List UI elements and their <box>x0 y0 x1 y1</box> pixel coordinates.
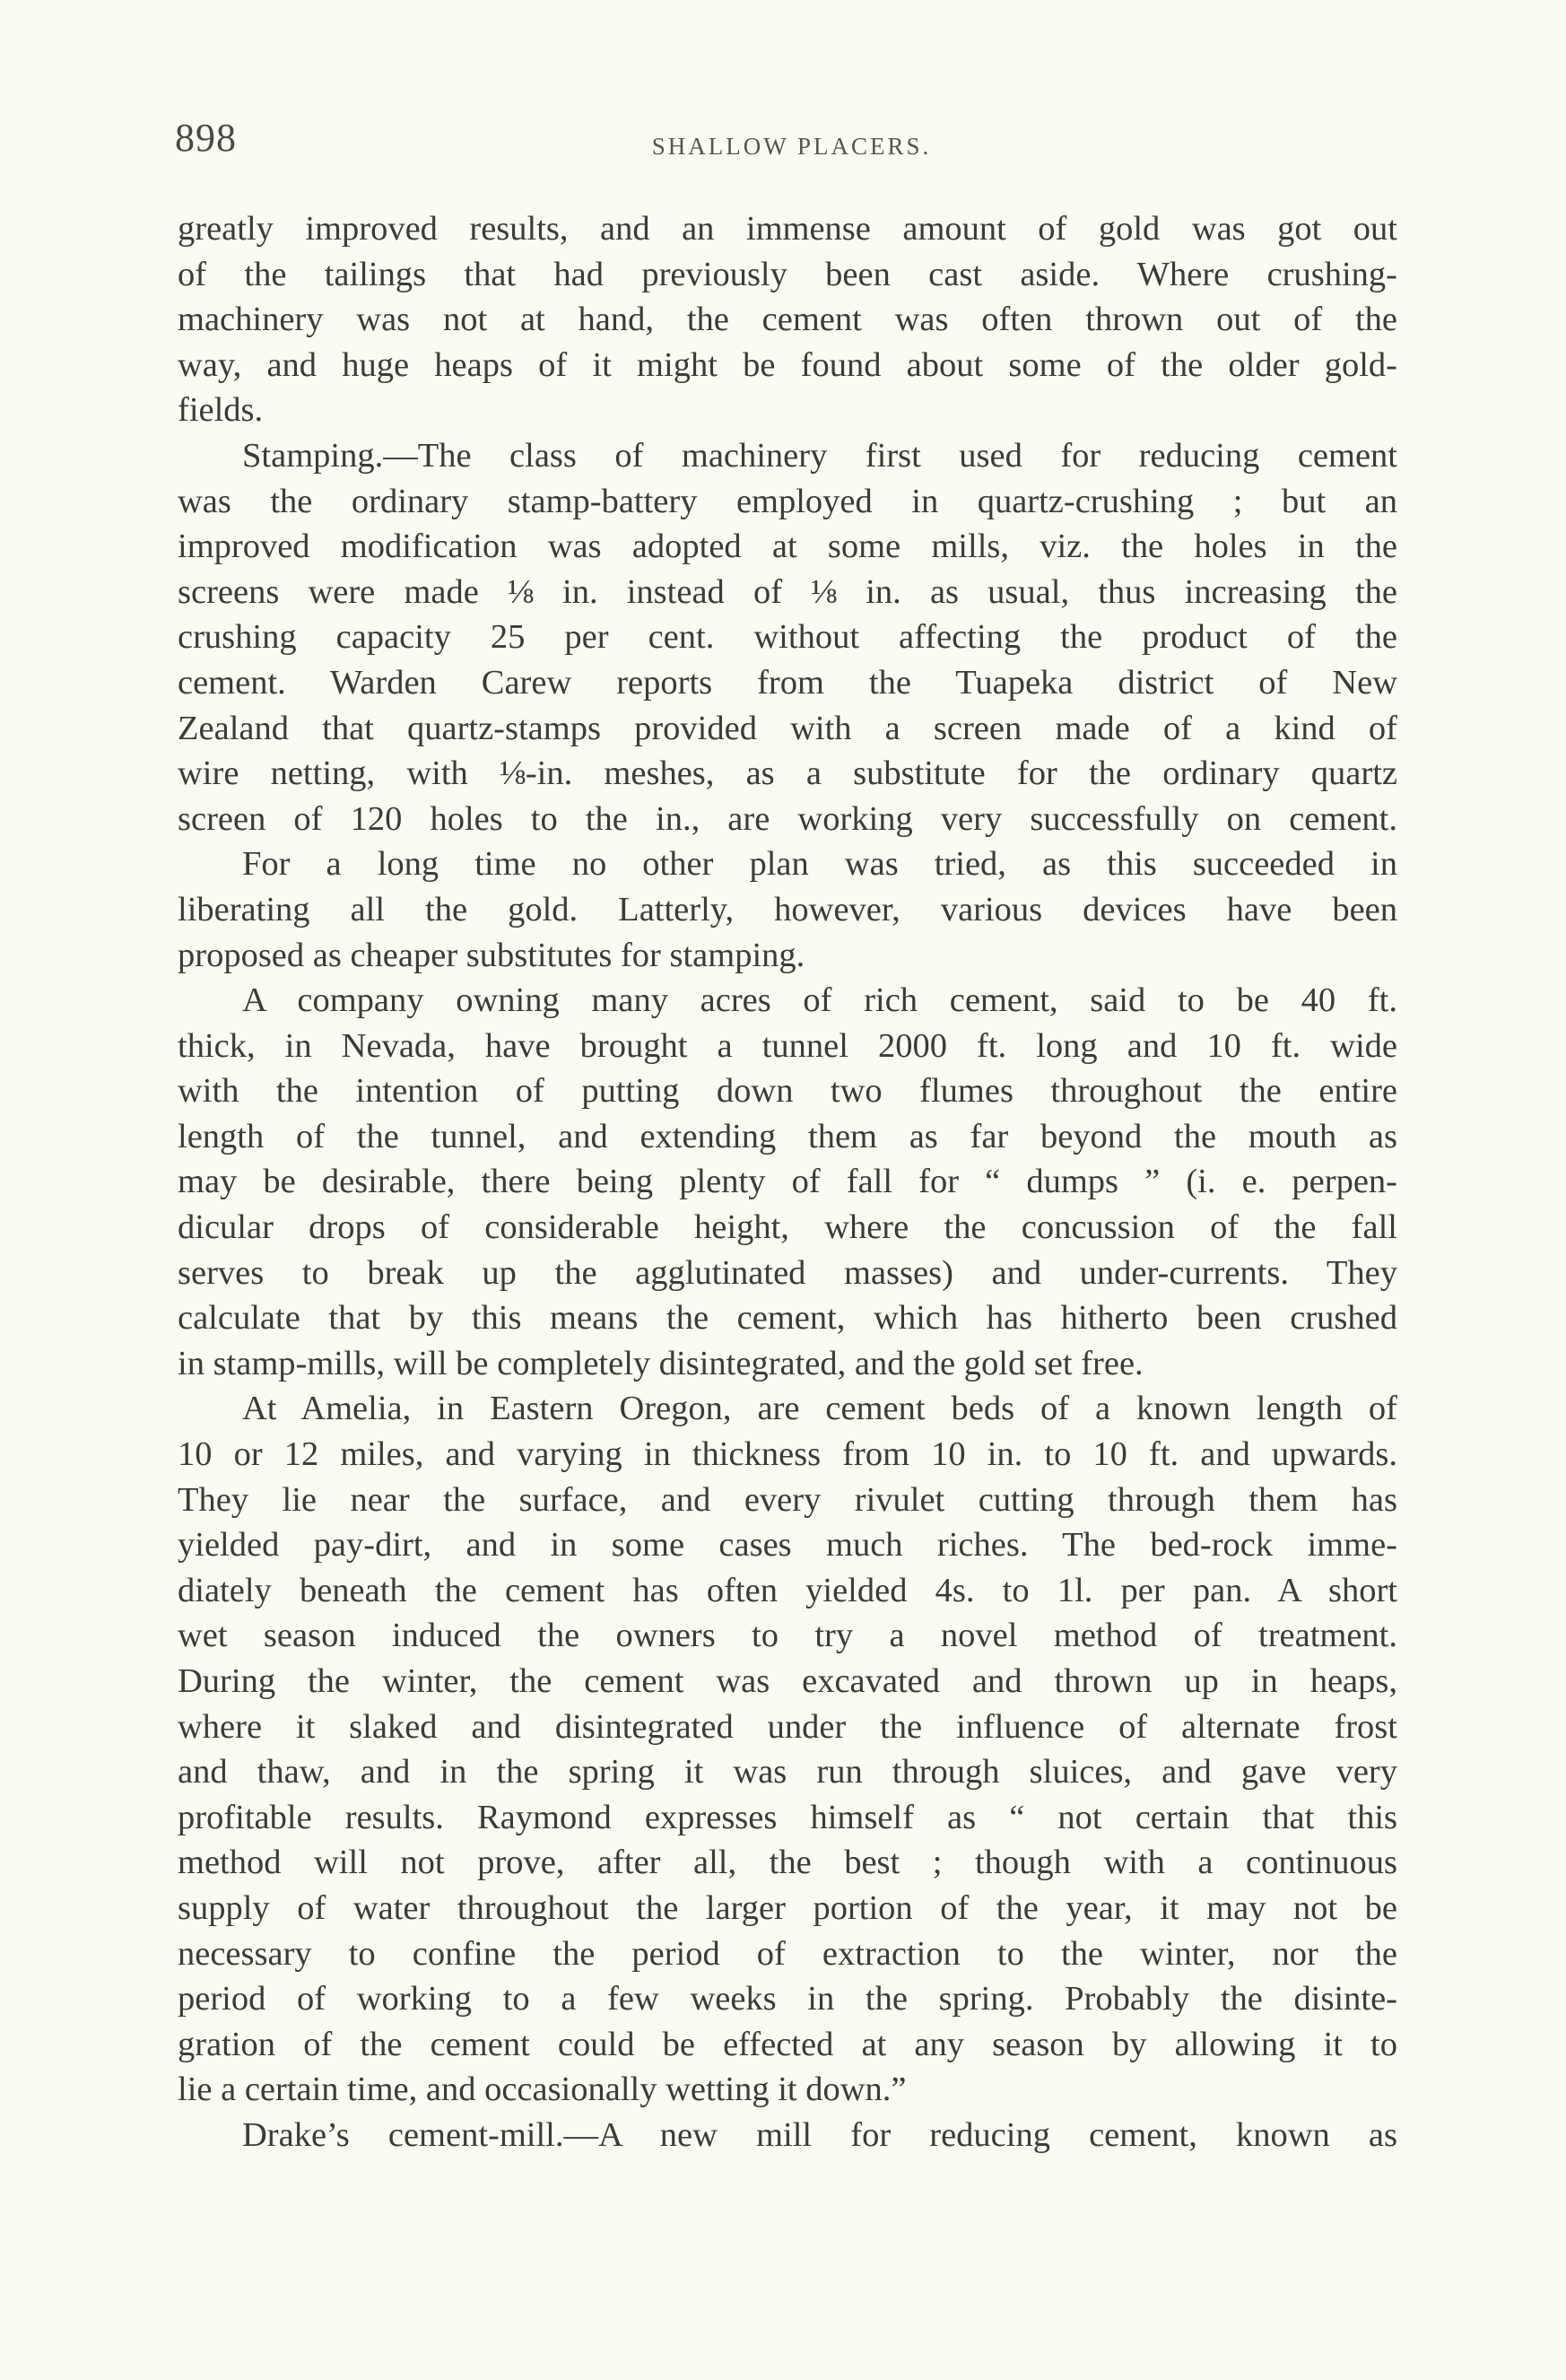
text-line: with the intention of putting down two flumes throughout the entire <box>178 1072 1397 1111</box>
text-line: gration of the cement could be effected at any season by allowing it to <box>178 2025 1397 2063</box>
text-line: method will not prove, after all, the best ; though with a continuous <box>178 1844 1397 1882</box>
text-line: was the ordinary stamp-battery employed in quartz-crushing ; but an <box>178 482 1397 520</box>
text-line: may be desirable, there being plenty of fall for “ dumps ” (i. e. perpen- <box>178 1163 1397 1201</box>
page-number: 898 <box>175 116 237 160</box>
text-line: supply of water throughout the larger portion of the year, it may not be <box>178 1888 1397 1927</box>
text-line: liberating all the gold. Latterly, however, various devices have been <box>178 890 1397 928</box>
text-line: dicular drops of considerable height, where the concussion of the fall <box>178 1208 1397 1247</box>
text-line: where it slaked and disintegrated under the influence of alternate frost <box>178 1707 1397 1746</box>
text-line: serves to break up the agglutinated masses) and under-currents. They <box>178 1253 1397 1292</box>
text-line: way, and huge heaps of it might be found about some of the older gold- <box>178 345 1397 384</box>
text-line: screens were made ⅛ in. instead of ⅛ in. as usual, thus increasing the <box>178 572 1397 611</box>
text-line: improved modification was adopted at some mills, viz. the holes in the <box>178 527 1397 566</box>
page-header <box>175 115 1408 169</box>
text-line: Zealand that quartz-stamps provided with a screen made of a kind of <box>178 709 1397 747</box>
text-line: A company owning many acres of rich cement, said to be 40 ft. <box>242 981 1397 1020</box>
text-line: wire netting, with ⅛-in. meshes, as a substitute for the ordinary quartz <box>178 754 1397 793</box>
running-title: SHALLOW PLACERS. <box>651 133 932 160</box>
text-line: profitable results. Raymond expresses himself as “ not certain that this <box>178 1798 1397 1836</box>
text-line: length of the tunnel, and extending them as far beyond the mouth as <box>178 1117 1397 1155</box>
text-line: in stamp-mills, will be completely disintegrated, and the gold set free. <box>178 1344 1144 1382</box>
text-line: and thaw, and in the spring it was run through sluices, and gave very <box>178 1753 1397 1792</box>
text-line: They lie near the surface, and every rivulet cutting through them has <box>178 1480 1397 1519</box>
text-line: For a long time no other plan was tried, as this succeeded in <box>242 845 1397 884</box>
text-line: thick, in Nevada, have brought a tunnel 2000 ft. long and 10 ft. wide <box>178 1026 1397 1065</box>
text-line: Drake’s cement-mill.—A new mill for reducing cement, known as <box>242 2115 1397 2154</box>
text-line: proposed as cheaper substitutes for stamping. <box>178 936 805 974</box>
text-line: wet season induced the owners to try a novel method of treatment. <box>178 1617 1397 1655</box>
text-line: fields. <box>178 391 264 430</box>
text-line: crushing capacity 25 per cent. without affecting the product of the <box>178 618 1397 657</box>
text-line: of the tailings that had previously been cast aside. Where crushing- <box>178 255 1397 293</box>
text-line: screen of 120 holes to the in., are working very successfully on cement. <box>178 799 1397 838</box>
text-line: greatly improved results, and an immense amount of gold was got out <box>178 210 1397 248</box>
text-line: cement. Warden Carew reports from the Tuapeka district of New <box>178 663 1397 702</box>
text-line: necessary to confine the period of extraction to the winter, nor the <box>178 1934 1397 1973</box>
body-text <box>178 206 1397 2158</box>
text-line: machinery was not at hand, the cement was often thrown out of the <box>178 301 1397 339</box>
text-line: yielded pay-dirt, and in some cases much riches. The bed-rock imme- <box>178 1526 1397 1565</box>
text-line: lie a certain time, and occasionally wetting it down.” <box>178 2071 907 2109</box>
text-line: 10 or 12 miles, and varying in thickness from 10 in. to 10 ft. and upwards. <box>178 1435 1397 1474</box>
text-line: diately beneath the cement has often yielded 4s. to 1l. per pan. A short <box>178 1571 1397 1609</box>
text-line: During the winter, the cement was excavated and thrown up in heaps, <box>178 1662 1397 1700</box>
text-line: Stamping.—The class of machinery first used for reducing cement <box>242 436 1397 475</box>
text-line: period of working to a few weeks in the spring. Probably the disinte- <box>178 1980 1397 2018</box>
text-line: At Amelia, in Eastern Oregon, are cement beds of a known length of <box>242 1390 1397 1428</box>
text-line: calculate that by this means the cement, which has hitherto been crushed <box>178 1299 1397 1338</box>
